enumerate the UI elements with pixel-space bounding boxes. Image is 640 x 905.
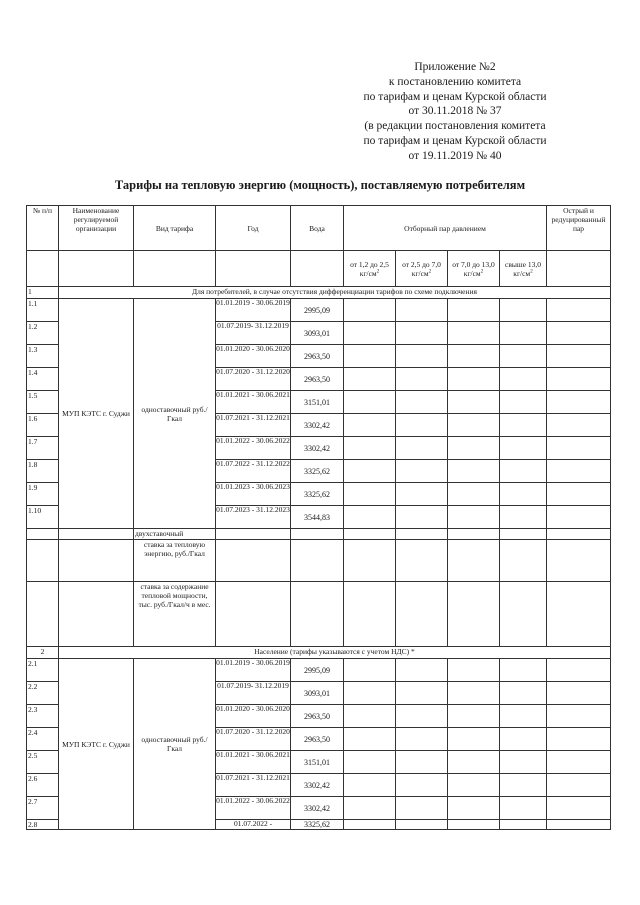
section-row (27, 287, 611, 299)
empty-cell (344, 506, 396, 529)
row-num: 1.2 (27, 322, 59, 345)
row-num: 1.6 (27, 414, 59, 437)
appendix-header (355, 60, 555, 164)
empty-cell (500, 682, 547, 705)
empty-cell (344, 414, 396, 437)
empty-cell (547, 659, 611, 682)
period: 01.07.2021 - 31.12.2021 (216, 774, 291, 797)
period: 01.01.2023 - 30.06.2023 (216, 483, 291, 506)
header-row (27, 206, 611, 251)
empty-cell (396, 705, 448, 728)
empty-cell (59, 529, 134, 540)
empty-cell (547, 728, 611, 751)
header-line: к постановлению комитета (388, 75, 522, 88)
water-value: 2963,50 (291, 345, 344, 368)
org-name: МУП КЭТС г. Суджи (59, 659, 134, 830)
empty-cell (396, 540, 448, 582)
tariff-type: одноставочный руб./Гкал (134, 659, 216, 830)
empty-cell (216, 529, 291, 540)
water-value: 3151,01 (291, 391, 344, 414)
tariff-table (26, 205, 611, 830)
steam-sub-2: от 2,5 до 7,0 $кг/см^2$ (396, 251, 448, 287)
water-value: 3302,42 (291, 437, 344, 460)
empty-cell (27, 529, 59, 540)
empty-cell (396, 437, 448, 460)
empty-cell (500, 299, 547, 322)
header-line: Приложение №2 (414, 61, 496, 73)
steam-sub-1: от 1,2 до 2,5 $кг/см^2$ (344, 251, 396, 287)
water-value: 3302,42 (291, 774, 344, 797)
empty-cell (344, 460, 396, 483)
water-value: 2995,09 (291, 659, 344, 682)
empty-cell (344, 751, 396, 774)
row-num: 1.8 (27, 460, 59, 483)
water-value: 3093,01 (291, 322, 344, 345)
header-line: (в редакции постановления комитета (364, 120, 546, 133)
document-title: Тарифы на тепловую энергию (мощность), поставляемую потребителям (114, 178, 526, 192)
empty-cell (448, 322, 500, 345)
empty-cell (448, 506, 500, 529)
two-part-row (27, 529, 611, 540)
empty-cell (500, 728, 547, 751)
header-year: Год (216, 206, 291, 251)
empty-cell (344, 705, 396, 728)
empty-cell (59, 540, 134, 582)
period: 01.01.2019 - 30.06.2019 (216, 659, 291, 682)
period: 01.01.2020 - 30.06.2020 (216, 705, 291, 728)
row-num: 1.9 (27, 483, 59, 506)
empty-cell (396, 582, 448, 647)
empty-cell (344, 774, 396, 797)
empty-cell (500, 659, 547, 682)
empty-cell (396, 368, 448, 391)
water-value: 2963,50 (291, 705, 344, 728)
empty-cell (547, 322, 611, 345)
empty-cell (500, 820, 547, 830)
empty-cell (396, 345, 448, 368)
period: 01.01.2019 - 30.06.2019 (216, 299, 291, 322)
section-num: 2 (27, 647, 59, 659)
water-value: 3093,01 (291, 682, 344, 705)
section-label: Для потребителей, в случае отсутствия дифференциации тарифов по схеме подключения (59, 287, 611, 299)
period: 01.01.2021 - 30.06.2021 (216, 391, 291, 414)
empty-cell (344, 345, 396, 368)
row-num: 2.6 (27, 774, 59, 797)
empty-cell (547, 797, 611, 820)
empty-cell (396, 751, 448, 774)
row-num: 1.3 (27, 345, 59, 368)
empty-cell (396, 322, 448, 345)
period: 01.01.2021 - 30.06.2021 (216, 751, 291, 774)
empty-cell (396, 797, 448, 820)
empty-cell (547, 540, 611, 582)
period: 01.07.2019- 31.12.2019 (216, 682, 291, 705)
row-num: 1.1 (27, 299, 59, 322)
empty-cell (547, 582, 611, 647)
empty-cell (344, 322, 396, 345)
section-label: Население (тарифы указываются с учетом НДС) * (59, 647, 611, 659)
header-num: № п/п (27, 206, 59, 251)
period: 01.07.2019- 31.12.2019 (216, 322, 291, 345)
header-line: от 19.11.2019 № 40 (408, 149, 502, 162)
empty-cell (547, 368, 611, 391)
empty-cell (448, 391, 500, 414)
tariff-row (27, 299, 611, 322)
row-num: 2.1 (27, 659, 59, 682)
empty-cell (448, 414, 500, 437)
empty-cell (344, 728, 396, 751)
header-org: Наименование регулируемой организации (59, 206, 134, 251)
empty-cell (396, 728, 448, 751)
empty-cell (448, 437, 500, 460)
water-value: 2995,09 (291, 299, 344, 322)
header-line: по тарифам и ценам Курской области (363, 90, 547, 103)
empty-cell (291, 582, 344, 647)
empty-cell (396, 460, 448, 483)
empty-cell (344, 682, 396, 705)
empty-cell (547, 483, 611, 506)
period: 01.07.2021 - 31.12.2021 (216, 414, 291, 437)
empty-cell (448, 529, 500, 540)
empty-cell (547, 751, 611, 774)
empty-cell (547, 391, 611, 414)
period: 01.07.2022 - 31.12.2022 (216, 460, 291, 483)
empty-cell (448, 820, 500, 830)
water-value: 3302,42 (291, 414, 344, 437)
empty-cell (500, 529, 547, 540)
header-water: Вода (291, 206, 344, 251)
rate-capacity-row (27, 582, 611, 647)
empty-cell (547, 682, 611, 705)
rate-energy-row (27, 540, 611, 582)
water-value: 3325,62 (291, 820, 344, 830)
header-line: от 30.11.2018 № 37 (408, 105, 502, 118)
empty-cell (500, 368, 547, 391)
section-row (27, 647, 611, 659)
empty-cell (344, 483, 396, 506)
water-value: 2963,50 (291, 368, 344, 391)
empty-cell (291, 529, 344, 540)
header-subrow (27, 251, 611, 287)
period: 01.01.2020 - 30.06.2020 (216, 345, 291, 368)
empty-cell (547, 506, 611, 529)
empty-cell (216, 540, 291, 582)
empty-cell (500, 705, 547, 728)
empty-cell (396, 506, 448, 529)
empty-cell (448, 659, 500, 682)
steam-sub-4: свыше 13,0 $кг/см^2$ (500, 251, 547, 287)
row-num: 2.4 (27, 728, 59, 751)
empty-cell (500, 391, 547, 414)
empty-cell (344, 391, 396, 414)
header-sharp-steam: Острый и редуцированный пар (547, 206, 611, 251)
empty-cell (547, 820, 611, 830)
empty-cell (344, 437, 396, 460)
empty-cell (547, 705, 611, 728)
tariff-row (27, 659, 611, 682)
empty-cell (547, 345, 611, 368)
empty-cell (448, 368, 500, 391)
empty-cell (448, 483, 500, 506)
empty-cell (291, 540, 344, 582)
empty-cell (448, 797, 500, 820)
empty-cell (396, 391, 448, 414)
empty-cell (396, 659, 448, 682)
period: 01.01.2022 - 30.06.2022 (216, 437, 291, 460)
water-value: 3302,42 (291, 797, 344, 820)
header-tariff-type: Вид тарифа (134, 206, 216, 251)
empty-cell (547, 460, 611, 483)
empty-cell (448, 582, 500, 647)
row-num: 1.4 (27, 368, 59, 391)
section-num: 1 (27, 287, 59, 299)
water-value: 3325,62 (291, 483, 344, 506)
empty-cell (396, 483, 448, 506)
empty-cell (396, 299, 448, 322)
water-value: 3325,62 (291, 460, 344, 483)
row-num: 1.5 (27, 391, 59, 414)
empty-cell (500, 414, 547, 437)
empty-cell (396, 682, 448, 705)
water-value: 3151,01 (291, 751, 344, 774)
empty-cell (500, 506, 547, 529)
empty-cell (500, 797, 547, 820)
empty-cell (27, 582, 59, 647)
water-value: 2963,50 (291, 728, 344, 751)
period: 01.01.2022 - 30.06.2022 (216, 797, 291, 820)
empty-cell (344, 820, 396, 830)
empty-cell (500, 751, 547, 774)
empty-cell (344, 529, 396, 540)
empty-cell (448, 299, 500, 322)
empty-cell (547, 414, 611, 437)
rate-energy-label: ставка за тепловую энергию, руб./Гкал (134, 540, 216, 582)
empty-cell (547, 774, 611, 797)
header-line: по тарифам и ценам Курской области (363, 134, 547, 147)
row-num: 2.8 (27, 820, 59, 830)
empty-cell (500, 483, 547, 506)
two-part-label: двухставочный (134, 529, 216, 540)
empty-cell (500, 322, 547, 345)
period: 01.07.2020 - 31.12.2020 (216, 368, 291, 391)
empty-cell (448, 345, 500, 368)
row-num: 1.7 (27, 437, 59, 460)
empty-cell (547, 529, 611, 540)
period: 01.07.2023 - 31.12.2023 (216, 506, 291, 529)
org-name: МУП КЭТС г. Суджи (59, 299, 134, 529)
empty-cell (27, 540, 59, 582)
empty-cell (500, 774, 547, 797)
empty-cell (500, 345, 547, 368)
empty-cell (344, 368, 396, 391)
header-steam: Отборный пар давлением (344, 206, 547, 251)
steam-sub-3: от 7,0 до 13,0 $кг/см^2$ (448, 251, 500, 287)
empty-cell (547, 299, 611, 322)
empty-cell (500, 582, 547, 647)
empty-cell (500, 460, 547, 483)
period: 01.07.2022 - (216, 820, 291, 830)
empty-cell (344, 797, 396, 820)
empty-cell (396, 529, 448, 540)
empty-cell (344, 582, 396, 647)
tariff-type: одноставочный руб./Гкал (134, 299, 216, 529)
water-value: 3544,83 (291, 506, 344, 529)
row-num: 1.10 (27, 506, 59, 529)
row-num: 2.5 (27, 751, 59, 774)
empty-cell (344, 299, 396, 322)
empty-cell (396, 820, 448, 830)
empty-cell (448, 705, 500, 728)
row-num: 2.3 (27, 705, 59, 728)
empty-cell (396, 414, 448, 437)
empty-cell (547, 437, 611, 460)
row-num: 2.7 (27, 797, 59, 820)
empty-cell (59, 582, 134, 647)
empty-cell (500, 437, 547, 460)
empty-cell (500, 540, 547, 582)
empty-cell (448, 682, 500, 705)
empty-cell (448, 460, 500, 483)
row-num: 2.2 (27, 682, 59, 705)
empty-cell (448, 774, 500, 797)
empty-cell (448, 728, 500, 751)
rate-capacity-label: ставка за содержание тепловой мощности, тыс. руб./Гкал/ч в мес. (134, 582, 216, 647)
empty-cell (344, 540, 396, 582)
empty-cell (344, 659, 396, 682)
period: 01.07.2020 - 31.12.2020 (216, 728, 291, 751)
empty-cell (216, 582, 291, 647)
empty-cell (448, 540, 500, 582)
empty-cell (448, 751, 500, 774)
empty-cell (396, 774, 448, 797)
